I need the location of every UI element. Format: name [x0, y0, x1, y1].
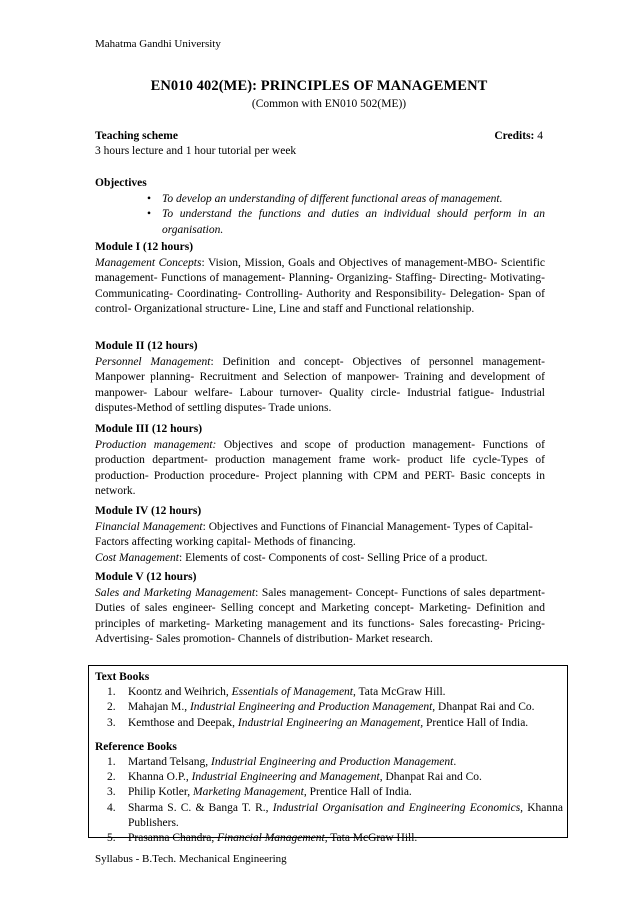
- teaching-scheme-label: Teaching scheme: [95, 130, 178, 142]
- running-footer: Syllabus - B.Tech. Mechanical Engineering: [95, 853, 287, 865]
- objective-item: • To develop an understanding of different functional areas of management.: [95, 192, 545, 208]
- book-item: 1. Koontz and Weihrich, Essentials of Management, Tata McGraw Hill.: [107, 686, 446, 699]
- book-item: 3. Kemthose and Deepak, Industrial Engineering an Management, Prentice Hall of India.: [107, 716, 529, 729]
- text-books-heading: Text Books: [95, 671, 150, 683]
- book-item: 3. Philip Kotler, Marketing Management, Prentice Hall of India.: [107, 786, 412, 799]
- module-heading: Module II (12 hours): [95, 340, 198, 352]
- objectives-section: [95, 176, 545, 238]
- module-content: Management Concepts: Vision, Mission, Goals and Objectives of management-MBO- Scientific management- Functions of management- Planning- Organizing- Staffing- Directing- Motivating- Communicating- Coordinating- Controlling- Authority and Responsibility- Delegation- Span of control- Organizational structure- Line, Line and staff and Functional relationship.: [95, 256, 545, 316]
- book-item: 1. Martand Telsang, Industrial Engineering and Production Management.: [107, 756, 457, 769]
- reference-books-list: [95, 755, 563, 846]
- running-header: Mahatma Gandhi University: [95, 38, 221, 50]
- module-heading: Module IV (12 hours): [95, 505, 202, 517]
- credits: [494, 129, 543, 144]
- objective-item: • To understand the functions and duties an individual should perform in an organisation.: [147, 208, 545, 236]
- module-4: [95, 504, 545, 566]
- module-content: Financial Management: Objectives and Functions of Financial Management- Types of Capital- Factors affecting working capital- Methods of financing.: [95, 520, 533, 549]
- module-content: Production management: Objectives and scope of production management- Functions of production department- production management frame work- product life cycle-Types of production- Production procedure- Project planning with CPM and PERT- Basic concepts in network.: [95, 438, 545, 498]
- course-title: EN010 402(ME): PRINCIPLES OF MANAGEMENT: [150, 78, 488, 94]
- bullet-icon: •: [147, 208, 152, 221]
- credits-label: Credits:: [494, 130, 535, 142]
- objectives-heading: Objectives: [95, 177, 147, 189]
- book-item: 2. Khanna O.P., Industrial Engineering and Management, Dhanpat Rai and Co.: [107, 771, 482, 784]
- bullet-icon: •: [147, 192, 152, 205]
- module-heading: Module V (12 hours): [95, 571, 197, 583]
- book-item: 4. Sharma S. C. & Banga T. R., Industrial Organisation and Engineering Economics, Khanna Publishers.: [107, 801, 563, 829]
- reference-books-heading: Reference Books: [95, 740, 177, 753]
- module-heading: Module I (12 hours): [95, 241, 194, 253]
- module-heading: Module III (12 hours): [95, 423, 203, 435]
- module-content-cost: Cost Management: Elements of cost- Components of cost- Selling Price of a product.: [95, 551, 488, 564]
- module-content: Sales and Marketing Management: Sales management- Concept- Functions of sales department- Duties of sales engineer- Selling concept and Marketing concept- Marketing- Definition and principles of marketing- Marketing management and its functions- Sales forecasting- Pricing- Advertising- Sales promotion- Channels of distribution- Market research.: [95, 586, 545, 646]
- module-content: Personnel Management: Definition and concept- Objectives of personnel management- Manpower planning- Recruitment and Selection of manpower- Training and development of manpower- Labour welfare- Labour turnover- Quality circle- Industrial fatigue- Industrial disputes-Method of settling disputes- Trade unions.: [95, 355, 545, 415]
- module-3: [95, 422, 545, 500]
- teaching-hours: 3 hours lecture and 1 hour tutorial per week: [95, 145, 297, 157]
- module-1: [95, 240, 545, 318]
- book-item: 2. Mahajan M., Industrial Engineering and Production Management, Dhanpat Rai and Co.: [107, 701, 535, 714]
- text-books-list: [95, 685, 563, 731]
- books-box: [88, 665, 568, 845]
- credits-value: 4: [537, 130, 543, 142]
- teaching-scheme: [95, 129, 543, 159]
- module-5: [95, 570, 545, 648]
- book-item: 5. Prasanna Chandra, Financial Management, Tata McGraw Hill.: [107, 832, 418, 845]
- course-subtitle: (Common with EN010 502(ME)): [251, 98, 407, 110]
- module-2: [95, 339, 545, 417]
